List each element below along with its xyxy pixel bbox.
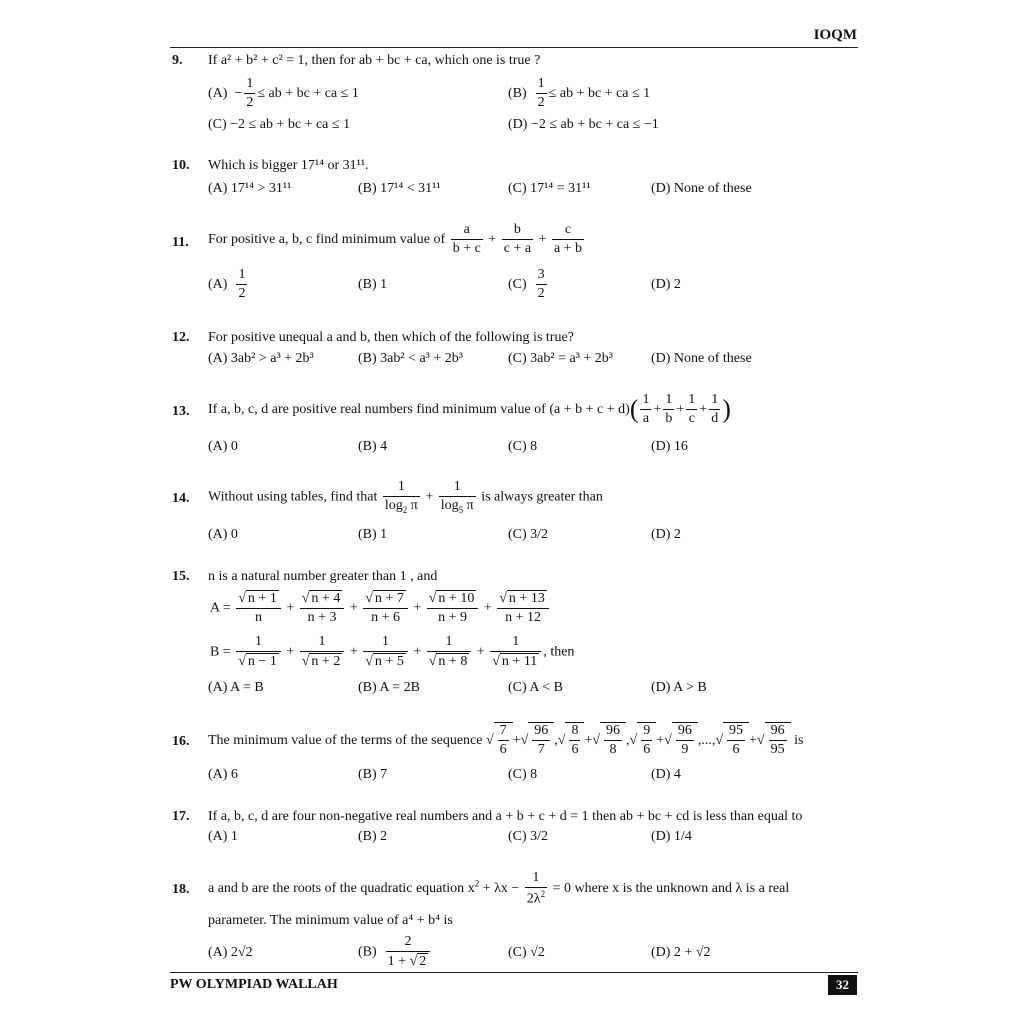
- option-a: (A) 0: [208, 439, 238, 454]
- question-number: 9.: [172, 53, 183, 68]
- option-a: (A) 3ab² > a³ + 2b³: [208, 351, 314, 366]
- question-text: a and b are the roots of the quadratic equation $x^2 + \lambda x$ − $\frac{1}{2\lambda^2}$ = 0 where x is the unknown and λ is a real: [208, 870, 790, 907]
- option-c: (C) $\frac{3}{2}$: [508, 267, 545, 302]
- option-c: (C) 3/2: [508, 829, 549, 844]
- option-c: (C) −2 ≤ ab + bc + ca ≤ 1: [208, 117, 351, 132]
- option-a: (A) 2√2: [208, 945, 253, 960]
- question-text: Which is bigger 17¹⁴ or 31¹¹.: [208, 158, 369, 173]
- page-number: 32: [828, 975, 857, 995]
- option-c: (C) A < B: [508, 680, 563, 695]
- footer-divider: [170, 972, 858, 973]
- option-a: (A) $\frac{1}{2}$: [208, 267, 246, 302]
- question-text-line2: parameter. The minimum value of a⁴ + b⁴ is: [208, 913, 453, 928]
- option-d: (D) −2 ≤ ab + bc + ca ≤ −1: [508, 117, 659, 132]
- option-a: (A) 6: [208, 767, 238, 782]
- option-b: (B) A = 2B: [358, 680, 420, 695]
- option-d: (D) 2: [651, 277, 681, 292]
- expression-b: B = $\frac{1}{√ n - 1}$ + $\frac{1}{√ n + 2}$ + $\frac{1}{√ n + 5}$ + $\frac{1}{√ n + 8}$ + $\frac{1}{√ n + 11}$ , then: [210, 634, 575, 670]
- option-b: (B) 3ab² < a³ + 2b³: [358, 351, 463, 366]
- question-number: 16.: [172, 734, 190, 749]
- option-c: (C) 8: [508, 439, 538, 454]
- question-number: 18.: [172, 882, 190, 897]
- question-text: If a, b, c, d are four non-negative real numbers and a + b + c + d = 1 then ab + bc + cd is less than equal to: [208, 809, 803, 824]
- question-text: The minimum value of the terms of the sequence √ $\frac{7}{6}$ +√ $\frac{96}{7}$ ,√ $\frac{8}{6}$ +√ $\frac{96}{8}$ ,√ $\frac{9}{6}$ +√ $\frac{96}{9}$ ,...,√ $\frac{95}{6}$ +√ $\frac{96}{95}$ is: [208, 723, 804, 758]
- option-d: (D) A > B: [651, 680, 707, 695]
- option-b: (B) 2: [358, 829, 388, 844]
- option-a: (A) A = B: [208, 680, 264, 695]
- question-text: Without using tables, find that $\frac{1}{\log_2 \pi}$ + $\frac{1}{\log_5 \pi}$ is always greater than: [208, 479, 603, 515]
- question-number: 12.: [172, 330, 190, 345]
- question-number: 15.: [172, 569, 190, 584]
- question-number: 13.: [172, 404, 190, 419]
- footer-brand: PW OLYMPIAD WALLAH: [170, 977, 338, 992]
- option-c: (C) 3ab² = a³ + 2b³: [508, 351, 613, 366]
- option-b: (B) 1: [358, 277, 388, 292]
- option-d: (D) None of these: [651, 181, 752, 196]
- option-expr: ≤ ab + bc + ca ≤ 1: [548, 85, 651, 101]
- question-text: If a² + b² + c² = 1, then for ab + bc + ca, which one is true ?: [208, 53, 541, 68]
- option-a: (A) 0: [208, 527, 238, 542]
- option-d: (D) 2: [651, 527, 681, 542]
- option-c: (C) 17¹⁴ = 31¹¹: [508, 181, 591, 196]
- option-c: (C) √2: [508, 945, 545, 960]
- header-divider: [170, 47, 858, 48]
- question-number: 17.: [172, 809, 190, 824]
- option-d: (D) 2 + √2: [651, 945, 711, 960]
- header-title: IOQM: [813, 27, 857, 43]
- expression-a: A = $\frac{√ n + 1}{n}$ + $\frac{√ n + 4}{n + 3}$ + $\frac{√ n + 7}{n + 6}$ + $\frac{√ n + 10}{n + 9}$ + $\frac{√ n + 13}{n + 12}$: [210, 590, 551, 626]
- question-text: For positive a, b, c find minimum value of $\frac{a}{b + c}$ + $\frac{b}{c + a}$ + $\frac{c}{a + b}$: [208, 222, 583, 257]
- option-d: (D) None of these: [651, 351, 752, 366]
- option-b: (B) 1: [358, 527, 388, 542]
- option-label: (B): [508, 85, 527, 101]
- option-d: (D) 16: [651, 439, 688, 454]
- option-a: (A) 1: [208, 829, 238, 844]
- question-text: If a, b, c, d are positive real numbers find minimum value of (a + b + c + d)( $\frac{1}{a}$ + $\frac{1}{b}$ + $\frac{1}{c}$ + $\frac{1}{d}$ ): [208, 392, 731, 427]
- option-b: (B) $\frac{1}{2}$ ≤ ab + bc + ca ≤ 1: [508, 76, 651, 111]
- option-a: (A) 17¹⁴ > 31¹¹: [208, 181, 292, 196]
- option-a: (A) − $\frac{1}{2}$ ≤ ab + bc + ca ≤ 1: [208, 76, 359, 111]
- question-number: 14.: [172, 491, 190, 506]
- option-expr: ≤ ab + bc + ca ≤ 1: [257, 85, 359, 101]
- option-c: (C) 3/2: [508, 527, 549, 542]
- option-label: (A): [208, 85, 228, 101]
- option-d: (D) 1/4: [651, 829, 692, 844]
- option-b: (B) 17¹⁴ < 31¹¹: [358, 181, 441, 196]
- option-b: (B) $\frac{2}{1 + √ 2}$: [358, 934, 432, 970]
- option-d: (D) 4: [651, 767, 681, 782]
- option-c: (C) 8: [508, 767, 538, 782]
- option-b: (B) 4: [358, 439, 388, 454]
- option-b: (B) 7: [358, 767, 388, 782]
- question-number: 11.: [172, 235, 189, 250]
- question-text: For positive unequal a and b, then which of the following is true?: [208, 330, 574, 345]
- question-number: 10.: [172, 158, 190, 173]
- question-text: n is a natural number greater than 1 , and: [208, 569, 438, 584]
